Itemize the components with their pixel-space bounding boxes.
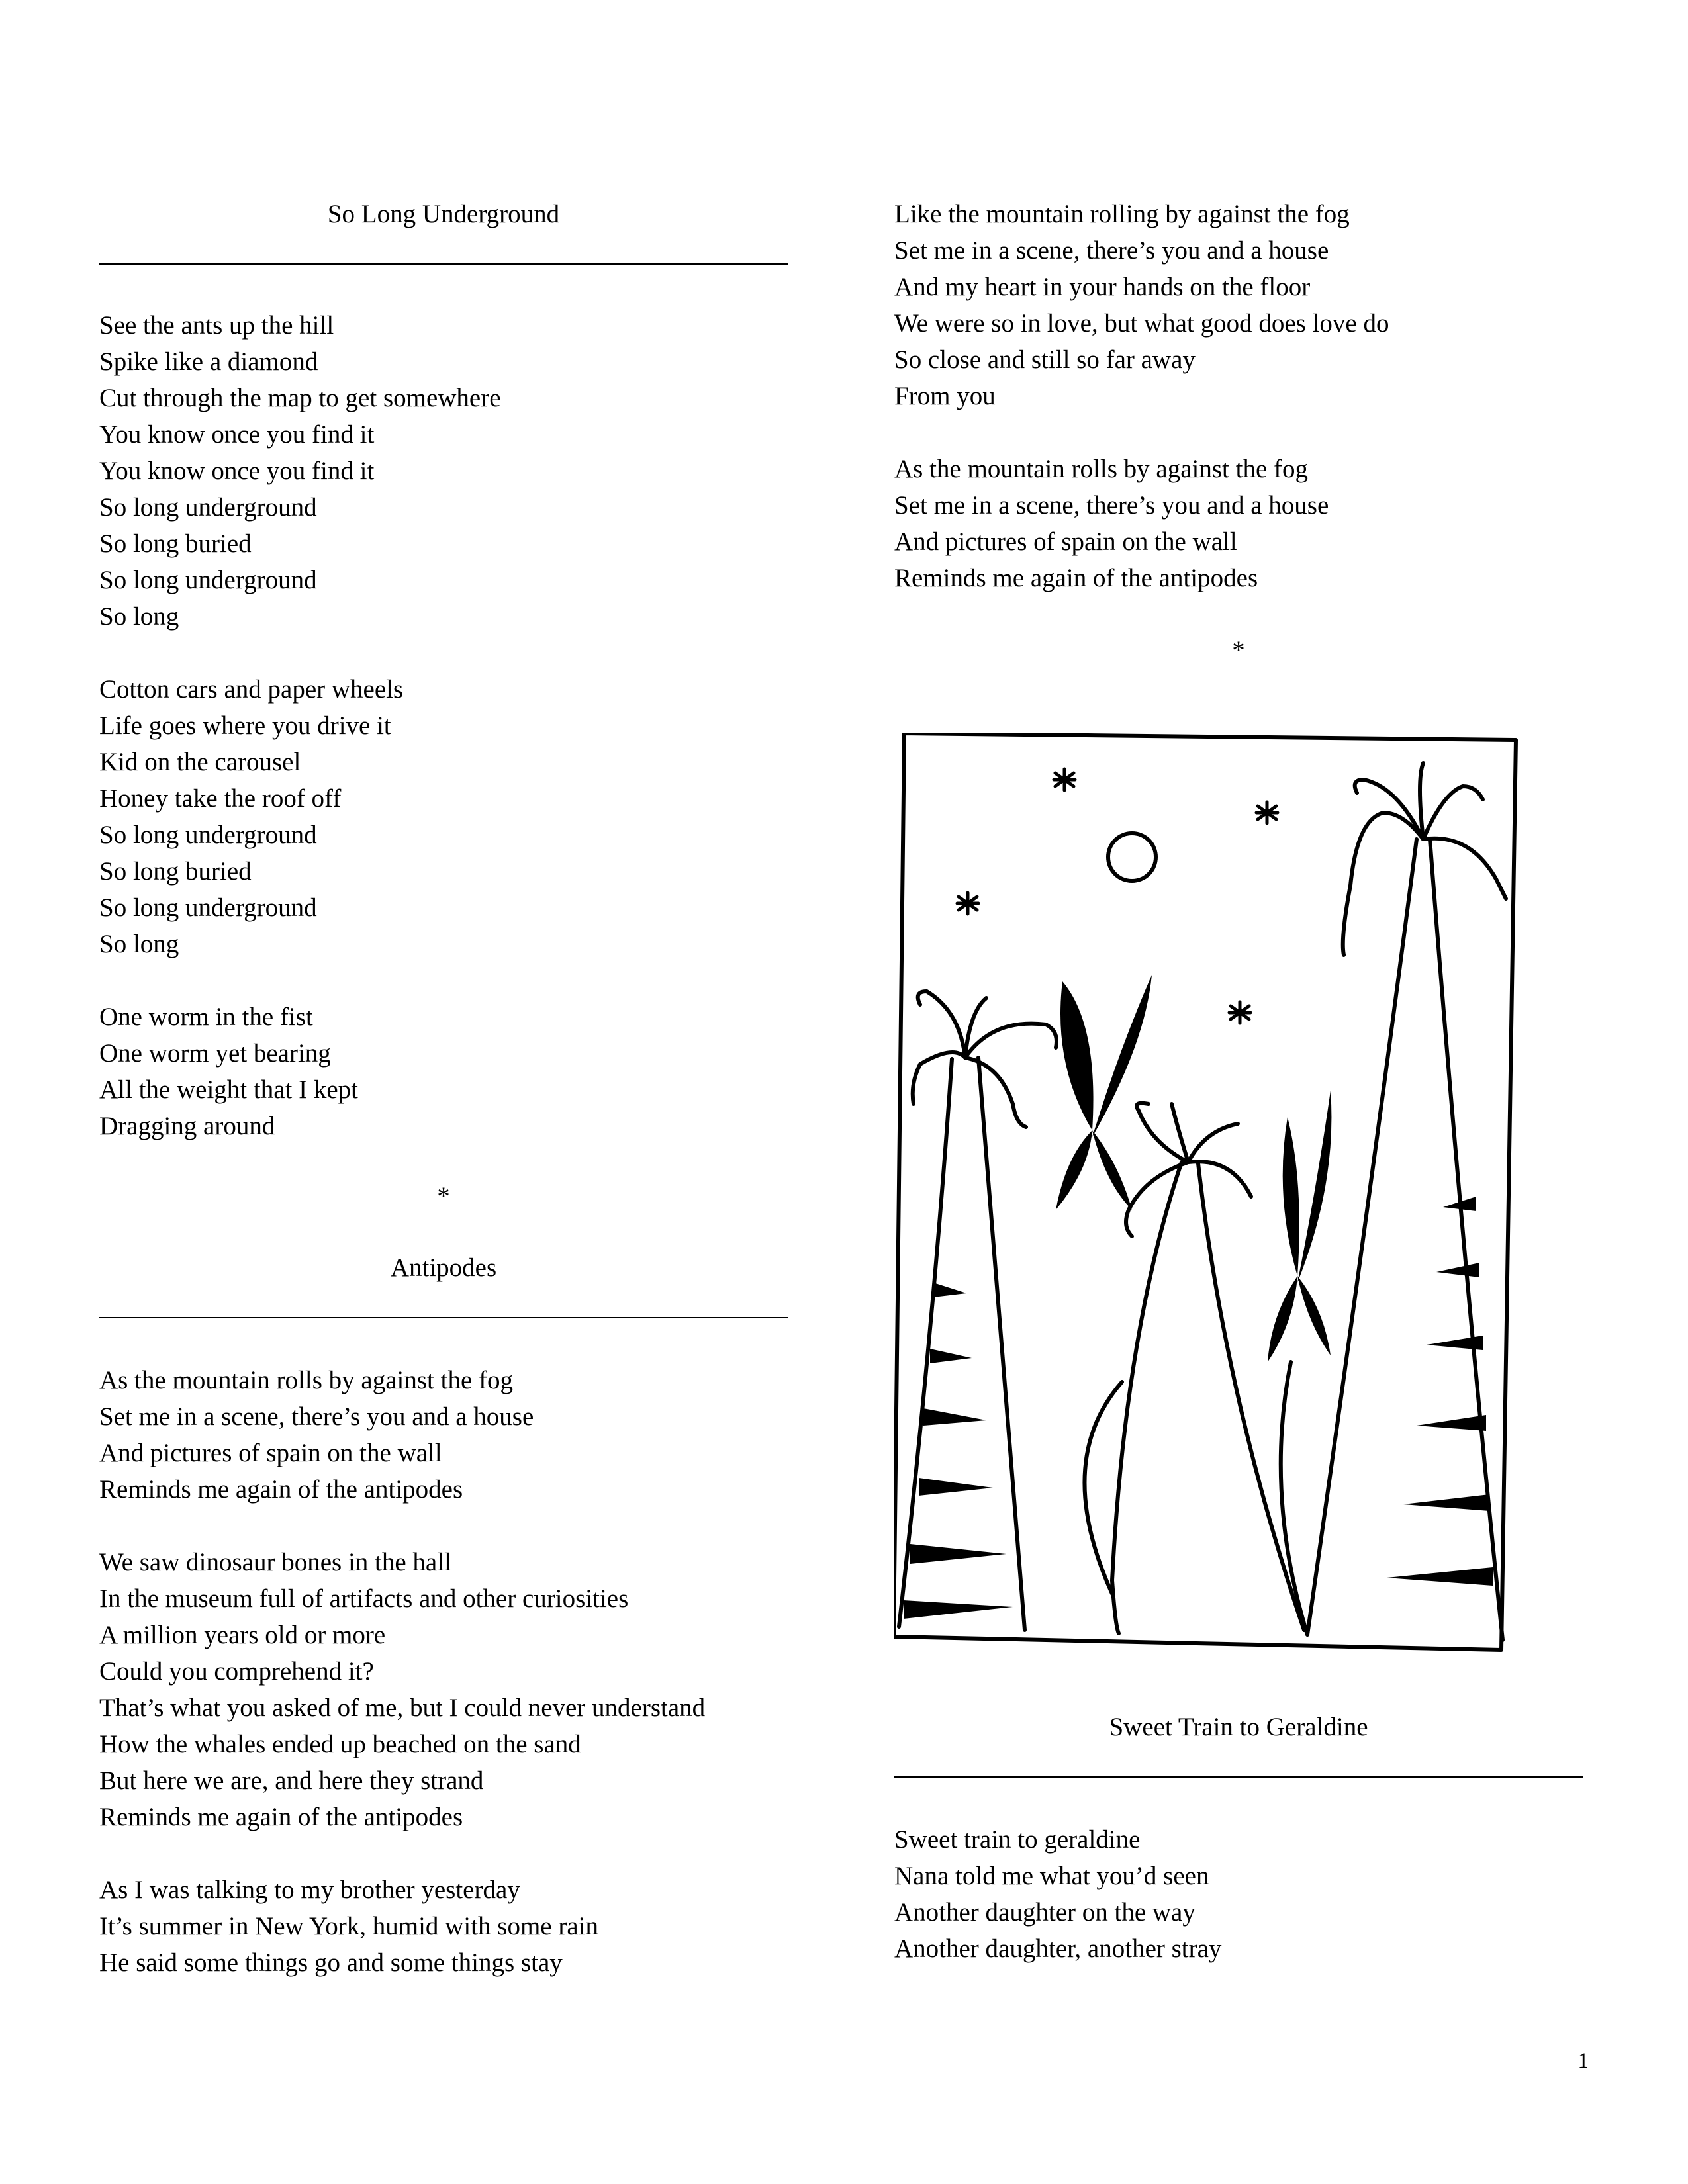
lyric-line: That’s what you asked of me, but I could never understand (99, 1694, 706, 1722)
lyric-line: All the weight that I kept (99, 1075, 358, 1104)
lyric-line: So long underground (99, 893, 317, 922)
lyric-line: From you (894, 382, 996, 410)
section-separator: * (437, 1182, 450, 1210)
lyric-line: Nana told me what you’d seen (894, 1862, 1209, 1890)
lyric-line: And pictures of spain on the wall (894, 527, 1237, 556)
lyric-line: Honey take the roof off (99, 784, 342, 813)
lyric-line: So long underground (99, 566, 317, 594)
title-rule (99, 1317, 788, 1318)
lyric-line: Dragging around (99, 1112, 275, 1140)
lyric-line: In the museum full of artifacts and other curiosities (99, 1584, 629, 1613)
lyric-line: Spike like a diamond (99, 347, 318, 376)
lyric-line: Set me in a scene, there’s you and a house (894, 491, 1329, 520)
song-title-sweet-train-to-geraldine: Sweet Train to Geraldine (1109, 1713, 1368, 1741)
lyric-line: Life goes where you drive it (99, 711, 391, 740)
lyric-line: How the whales ended up beached on the sand (99, 1730, 581, 1758)
lyric-line: So long buried (99, 529, 252, 558)
lyric-line: So long underground (99, 821, 317, 849)
lyric-line: One worm in the fist (99, 1003, 313, 1031)
lyric-line: So long buried (99, 857, 252, 886)
song-title-so-long-underground: So Long Underground (327, 200, 560, 228)
lyric-line: So close and still so far away (894, 345, 1196, 374)
lyric-line: And pictures of spain on the wall (99, 1439, 442, 1467)
lyric-line: Sweet train to geraldine (894, 1825, 1141, 1854)
lyric-line: As the mountain rolls by against the fog (99, 1366, 513, 1394)
illustration-palm-trees-icon (894, 733, 1556, 1663)
lyric-line: Reminds me again of the antipodes (894, 564, 1258, 592)
lyric-line: Reminds me again of the antipodes (99, 1475, 463, 1504)
lyric-line: As I was talking to my brother yesterday (99, 1876, 520, 1904)
lyric-line: Another daughter on the way (894, 1898, 1196, 1927)
lyric-line: Cut through the map to get somewhere (99, 384, 501, 412)
lyric-line: See the ants up the hill (99, 311, 334, 340)
lyric-line: We saw dinosaur bones in the hall (99, 1548, 451, 1576)
song-title-antipodes: Antipodes (390, 1253, 497, 1282)
lyric-line: Cotton cars and paper wheels (99, 675, 404, 704)
lyric-line: So long (99, 602, 179, 631)
lyric-line: But here we are, and here they strand (99, 1766, 484, 1795)
title-rule (894, 1776, 1583, 1778)
lyric-line: One worm yet bearing (99, 1039, 331, 1068)
lyric-line: Reminds me again of the antipodes (99, 1803, 463, 1831)
lyric-line: Set me in a scene, there’s you and a house (894, 236, 1329, 265)
section-separator: * (1232, 636, 1245, 664)
page-number: 1 (1577, 2049, 1589, 2073)
lyric-line: Kid on the carousel (99, 748, 301, 776)
lyric-line: And my heart in your hands on the floor (894, 273, 1311, 301)
lyric-line: You know once you find it (99, 457, 375, 485)
lyric-line: A million years old or more (99, 1621, 386, 1649)
title-rule (99, 263, 788, 265)
lyric-line: As the mountain rolls by against the fog (894, 455, 1308, 483)
lyric-line: Like the mountain rolling by against the fog (894, 200, 1350, 228)
lyric-line: He said some things go and some things stay (99, 1948, 563, 1977)
lyric-line: So long underground (99, 493, 317, 522)
lyric-line: So long (99, 930, 179, 958)
lyric-line: We were so in love, but what good does love do (894, 309, 1389, 338)
lyric-line: Set me in a scene, there’s you and a house (99, 1402, 534, 1431)
lyric-line: You know once you find it (99, 420, 375, 449)
lyric-line: Could you comprehend it? (99, 1657, 374, 1686)
lyric-line: Another daughter, another stray (894, 1934, 1222, 1963)
lyric-line: It’s summer in New York, humid with some rain (99, 1912, 598, 1940)
